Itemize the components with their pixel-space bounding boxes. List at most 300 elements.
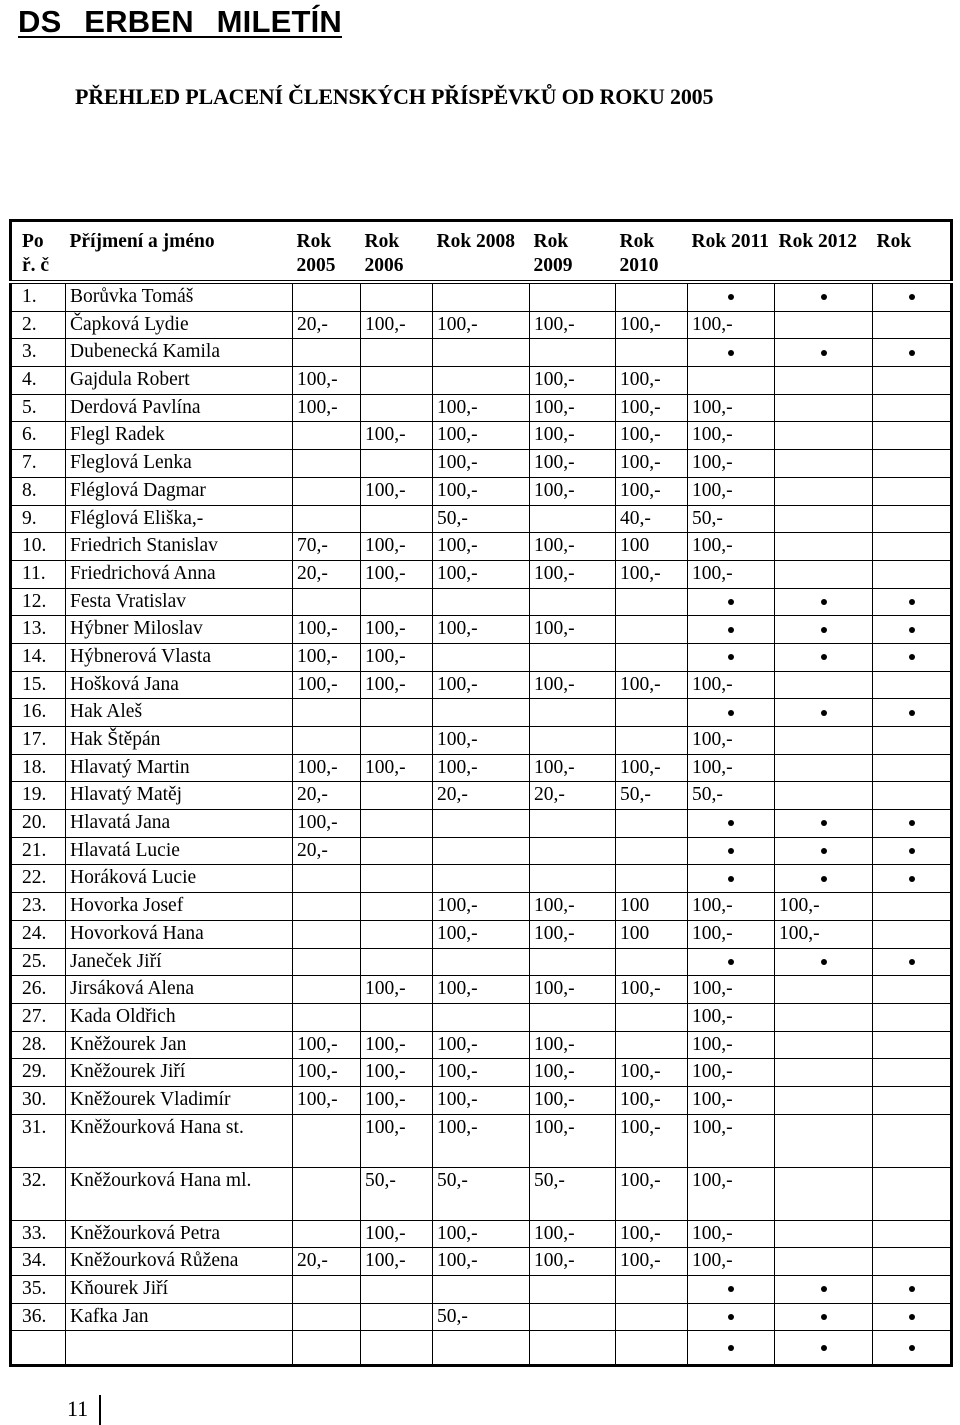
payment-amount: 50,- (433, 505, 530, 533)
member-name: Čapková Lydie (66, 311, 293, 339)
payment-amount (361, 699, 433, 727)
payment-amount (530, 699, 616, 727)
payment-amount: 100,- (361, 1248, 433, 1276)
table-row (11, 1167, 952, 1220)
table-row (11, 893, 952, 921)
payment-amount (293, 1167, 361, 1220)
payment-bullet (873, 1331, 952, 1366)
member-name: Kněžourková Hana st. (66, 1114, 293, 1167)
table-row (11, 1003, 952, 1031)
member-name: Hovorková Hana (66, 920, 293, 948)
payment-amount (775, 422, 873, 450)
bullet-icon (909, 1314, 915, 1320)
payment-amount (530, 810, 616, 838)
table-body (11, 282, 952, 1366)
payment-bullet (775, 810, 873, 838)
payment-amount: 100,- (433, 450, 530, 478)
payment-amount: 100 (616, 533, 688, 561)
payment-amount: 20,- (530, 782, 616, 810)
payment-amount: 100,- (293, 367, 361, 395)
bullet-icon (821, 350, 827, 356)
row-number: 12. (11, 588, 66, 616)
member-name: Hovorka Josef (66, 893, 293, 921)
row-number: 17. (11, 727, 66, 755)
payment-amount (873, 1220, 952, 1248)
payment-amount (775, 1248, 873, 1276)
row-number: 24. (11, 920, 66, 948)
payment-amount (530, 865, 616, 893)
row-number: 35. (11, 1276, 66, 1304)
payment-amount (293, 976, 361, 1004)
member-name: Hlavatý Matěj (66, 782, 293, 810)
payment-amount (616, 865, 688, 893)
payment-amount: 100,- (361, 1114, 433, 1167)
table-row (11, 699, 952, 727)
payment-amount: 50,- (433, 1303, 530, 1331)
payment-amount: 50,- (616, 782, 688, 810)
payment-amount (433, 1331, 530, 1366)
payment-amount: 50,- (361, 1167, 433, 1220)
payment-amount: 100,- (688, 727, 775, 755)
table-row (11, 1331, 952, 1366)
row-number: 7. (11, 450, 66, 478)
payment-amount: 100,- (433, 893, 530, 921)
payment-bullet (688, 948, 775, 976)
payment-amount (530, 339, 616, 367)
payment-amount (616, 699, 688, 727)
payment-amount (361, 810, 433, 838)
payment-amount: 100,- (530, 422, 616, 450)
column-header: Rok 2005 (293, 221, 361, 283)
payment-amount (616, 1003, 688, 1031)
row-number: 22. (11, 865, 66, 893)
payment-amount: 100,- (616, 367, 688, 395)
payment-amount: 100,- (433, 560, 530, 588)
payment-amount (361, 367, 433, 395)
payment-amount (775, 1031, 873, 1059)
payment-amount: 100,- (433, 1059, 530, 1087)
payment-amount: 100,- (616, 754, 688, 782)
payment-amount (433, 948, 530, 976)
payment-bullet (688, 588, 775, 616)
payment-amount (616, 282, 688, 311)
member-name: Horáková Lucie (66, 865, 293, 893)
payment-amount: 100,- (616, 311, 688, 339)
bullet-icon (728, 959, 734, 965)
payment-amount (873, 1059, 952, 1087)
member-name: Hlavatá Jana (66, 810, 293, 838)
row-number: 13. (11, 616, 66, 644)
row-number: 32. (11, 1167, 66, 1220)
payment-bullet (873, 339, 952, 367)
payment-amount (293, 1220, 361, 1248)
payment-amount (361, 727, 433, 755)
bullet-icon (909, 1345, 915, 1351)
payment-amount (361, 450, 433, 478)
payment-amount (775, 1059, 873, 1087)
bullet-icon (909, 820, 915, 826)
table-row (11, 810, 952, 838)
payment-amount (873, 1167, 952, 1220)
organization-name: DS ERBEN MILETÍN (18, 4, 342, 39)
table-row (11, 948, 952, 976)
payment-amount: 100,- (361, 1086, 433, 1114)
payment-amount (433, 643, 530, 671)
payment-amount: 100,- (688, 1167, 775, 1220)
payment-amount: 20,- (293, 311, 361, 339)
payment-amount: 100,- (361, 560, 433, 588)
table-row (11, 450, 952, 478)
payment-amount (616, 1331, 688, 1366)
row-number: 18. (11, 754, 66, 782)
member-name: Hlavatý Martin (66, 754, 293, 782)
payment-amount: 100,- (433, 727, 530, 755)
payment-amount: 100,- (616, 1167, 688, 1220)
payment-amount: 20,- (293, 837, 361, 865)
payment-amount: 100,- (433, 477, 530, 505)
payment-amount: 100,- (530, 1086, 616, 1114)
row-number: 28. (11, 1031, 66, 1059)
payment-amount: 100,- (688, 1086, 775, 1114)
payment-amount: 100,- (530, 311, 616, 339)
payment-amount (775, 1086, 873, 1114)
payment-bullet (775, 339, 873, 367)
payment-bullet (873, 865, 952, 893)
payment-amount: 20,- (293, 782, 361, 810)
row-number: 34. (11, 1248, 66, 1276)
payment-amount: 100,- (616, 1248, 688, 1276)
member-name: Friedrichová Anna (66, 560, 293, 588)
payment-amount (361, 394, 433, 422)
table-row (11, 643, 952, 671)
payment-amount: 100,- (361, 311, 433, 339)
payment-amount (775, 782, 873, 810)
payment-amount: 100,- (688, 450, 775, 478)
member-name: Kňourek Jiří (66, 1276, 293, 1304)
payment-amount (361, 588, 433, 616)
payment-amount: 100,- (361, 643, 433, 671)
payment-amount (616, 643, 688, 671)
payment-amount: 100,- (361, 1059, 433, 1087)
column-header: Rok 2006 (361, 221, 433, 283)
payment-amount: 100,- (688, 394, 775, 422)
bullet-icon (909, 876, 915, 882)
member-name: Gajdula Robert (66, 367, 293, 395)
payment-bullet (688, 616, 775, 644)
column-header: Rok (873, 221, 952, 283)
payment-amount: 100,- (530, 477, 616, 505)
payment-amount (616, 339, 688, 367)
member-name: Festa Vratislav (66, 588, 293, 616)
payment-amount (873, 367, 952, 395)
payment-bullet (688, 339, 775, 367)
payment-amount (361, 920, 433, 948)
table-row (11, 505, 952, 533)
bullet-icon (728, 848, 734, 854)
payment-amount (616, 1276, 688, 1304)
table-row (11, 782, 952, 810)
bullet-icon (821, 599, 827, 605)
payment-amount (873, 1248, 952, 1276)
payment-bullet (873, 616, 952, 644)
payment-amount (775, 754, 873, 782)
payment-amount: 100,- (688, 976, 775, 1004)
table-row (11, 394, 952, 422)
bullet-icon (909, 294, 915, 300)
member-name: Hýbner Miloslav (66, 616, 293, 644)
row-number: 15. (11, 671, 66, 699)
payment-amount (873, 422, 952, 450)
payment-amount (873, 976, 952, 1004)
payment-amount (775, 727, 873, 755)
payment-amount (433, 699, 530, 727)
bullet-icon (821, 627, 827, 633)
payment-amount (293, 865, 361, 893)
bullet-icon (821, 710, 827, 716)
member-name: Dubenecká Kamila (66, 339, 293, 367)
payment-amount: 100,- (688, 1031, 775, 1059)
payment-amount: 70,- (293, 533, 361, 561)
member-name (66, 1331, 293, 1366)
payment-amount: 100,- (530, 1248, 616, 1276)
payment-amount (433, 1276, 530, 1304)
payment-amount (293, 1114, 361, 1167)
payment-amount: 100,- (775, 920, 873, 948)
payment-amount: 100,- (530, 754, 616, 782)
payment-amount: 100,- (361, 754, 433, 782)
column-header: Příjmení a jméno (66, 221, 293, 283)
payment-bullet (775, 588, 873, 616)
payment-amount: 100,- (530, 1114, 616, 1167)
payment-amount (361, 1331, 433, 1366)
payment-amount: 100,- (688, 893, 775, 921)
payment-amount (775, 560, 873, 588)
table-row (11, 920, 952, 948)
column-header: Rok 2009 (530, 221, 616, 283)
row-number: 29. (11, 1059, 66, 1087)
payment-amount: 100,- (293, 754, 361, 782)
bullet-icon (909, 848, 915, 854)
payment-amount: 40,- (616, 505, 688, 533)
payment-amount (775, 1167, 873, 1220)
column-header: Rok 2011 (688, 221, 775, 283)
payment-bullet (873, 699, 952, 727)
column-header: Rok 2012 (775, 221, 873, 283)
payment-amount: 100,- (433, 671, 530, 699)
bullet-icon (821, 820, 827, 826)
payment-amount (361, 1003, 433, 1031)
payment-amount: 100,- (361, 533, 433, 561)
payment-amount (293, 339, 361, 367)
member-name: Kněžourková Hana ml. (66, 1167, 293, 1220)
table-row (11, 616, 952, 644)
payment-amount (775, 976, 873, 1004)
member-name: Fleglová Lenka (66, 450, 293, 478)
table-row (11, 1303, 952, 1331)
member-name: Kněžourková Petra (66, 1220, 293, 1248)
bullet-icon (821, 1286, 827, 1292)
payment-amount: 100,- (530, 920, 616, 948)
payment-amount: 100,- (688, 1114, 775, 1167)
member-name: Hak Aleš (66, 699, 293, 727)
row-number: 20. (11, 810, 66, 838)
payment-amount (530, 1003, 616, 1031)
membership-fees-table (9, 219, 953, 1367)
member-name: Derdová Pavlína (66, 394, 293, 422)
row-number: 8. (11, 477, 66, 505)
payment-bullet (688, 699, 775, 727)
payment-amount: 100,- (688, 477, 775, 505)
payment-amount (293, 727, 361, 755)
payment-amount: 100,- (616, 422, 688, 450)
payment-amount: 50,- (688, 782, 775, 810)
payment-amount: 100,- (530, 1059, 616, 1087)
payment-amount (433, 367, 530, 395)
row-number: 25. (11, 948, 66, 976)
payment-amount (293, 422, 361, 450)
payment-amount: 100,- (616, 394, 688, 422)
member-name: Hošková Jana (66, 671, 293, 699)
payment-amount (293, 1003, 361, 1031)
payment-bullet (688, 643, 775, 671)
payment-bullet (775, 1276, 873, 1304)
payment-amount: 100,- (530, 367, 616, 395)
table-row (11, 367, 952, 395)
bullet-icon (821, 848, 827, 854)
payment-amount (361, 837, 433, 865)
payment-bullet (688, 282, 775, 311)
payment-amount (361, 893, 433, 921)
payment-amount (293, 948, 361, 976)
table-row (11, 837, 952, 865)
payment-amount: 100,- (433, 976, 530, 1004)
payment-amount (433, 865, 530, 893)
payment-amount (873, 1086, 952, 1114)
payment-amount (361, 948, 433, 976)
payment-amount (775, 394, 873, 422)
table-row (11, 1248, 952, 1276)
bullet-icon (909, 599, 915, 605)
payment-amount (293, 450, 361, 478)
row-number: 21. (11, 837, 66, 865)
row-number: 16. (11, 699, 66, 727)
row-number: 26. (11, 976, 66, 1004)
payment-amount (775, 450, 873, 478)
payment-amount (873, 920, 952, 948)
payment-amount: 50,- (530, 1167, 616, 1220)
bullet-icon (909, 350, 915, 356)
bullet-icon (728, 627, 734, 633)
payment-bullet (775, 948, 873, 976)
table-row (11, 477, 952, 505)
payment-amount (616, 948, 688, 976)
row-number: 6. (11, 422, 66, 450)
bullet-icon (728, 1286, 734, 1292)
payment-amount: 100,- (361, 1031, 433, 1059)
payment-amount (530, 588, 616, 616)
table-row (11, 339, 952, 367)
payment-amount: 100 (616, 893, 688, 921)
payment-amount: 100,- (293, 394, 361, 422)
member-name: Jirsáková Alena (66, 976, 293, 1004)
bullet-icon (728, 350, 734, 356)
payment-amount (361, 865, 433, 893)
payment-amount: 100,- (361, 422, 433, 450)
payment-amount (293, 1303, 361, 1331)
payment-amount (433, 837, 530, 865)
payment-bullet (873, 1276, 952, 1304)
payment-amount (873, 727, 952, 755)
payment-bullet (873, 810, 952, 838)
payment-amount: 100,- (530, 450, 616, 478)
payment-bullet (873, 948, 952, 976)
member-name: Kada Oldřich (66, 1003, 293, 1031)
payment-amount: 100,- (616, 1086, 688, 1114)
bullet-icon (728, 599, 734, 605)
member-name: Flegl Radek (66, 422, 293, 450)
table-row (11, 533, 952, 561)
bullet-icon (728, 294, 734, 300)
payment-amount: 100,- (530, 976, 616, 1004)
payment-amount: 100,- (616, 1114, 688, 1167)
payment-bullet (775, 1303, 873, 1331)
payment-amount (293, 505, 361, 533)
row-number: 31. (11, 1114, 66, 1167)
member-name: Fléglová Eliška,- (66, 505, 293, 533)
page-title: PŘEHLED PLACENÍ ČLENSKÝCH PŘÍSPĚVKŮ OD ROKU 2005 (75, 84, 714, 109)
payment-amount (616, 810, 688, 838)
payment-amount (775, 1003, 873, 1031)
table-header-row (11, 221, 952, 283)
table-row (11, 1276, 952, 1304)
payment-amount: 100,- (361, 1220, 433, 1248)
payment-amount (873, 754, 952, 782)
payment-amount: 100,- (293, 1031, 361, 1059)
member-name: Kafka Jan (66, 1303, 293, 1331)
payment-amount (530, 727, 616, 755)
payment-bullet (775, 865, 873, 893)
payment-amount (530, 948, 616, 976)
payment-amount: 100,- (688, 1059, 775, 1087)
payment-amount (530, 837, 616, 865)
payment-amount (873, 450, 952, 478)
payment-amount: 100,- (433, 920, 530, 948)
payment-amount: 100,- (361, 616, 433, 644)
bullet-icon (728, 876, 734, 882)
payment-amount (873, 782, 952, 810)
payment-amount: 100,- (775, 893, 873, 921)
payment-amount (616, 1031, 688, 1059)
payment-amount (293, 699, 361, 727)
bullet-icon (728, 1345, 734, 1351)
table-row (11, 282, 952, 311)
payment-bullet (688, 837, 775, 865)
table-row (11, 422, 952, 450)
member-name: Friedrich Stanislav (66, 533, 293, 561)
column-header: Po ř. č (11, 221, 66, 283)
payment-amount (433, 339, 530, 367)
member-name: Hak Štěpán (66, 727, 293, 755)
page-number: 11 (67, 1396, 89, 1421)
payment-amount (293, 282, 361, 311)
payment-amount: 100,- (616, 671, 688, 699)
payment-amount: 100,- (688, 671, 775, 699)
table-row (11, 1114, 952, 1167)
member-name: Kněžourková Růžena (66, 1248, 293, 1276)
payment-bullet (873, 837, 952, 865)
bullet-icon (728, 1314, 734, 1320)
row-number: 2. (11, 311, 66, 339)
